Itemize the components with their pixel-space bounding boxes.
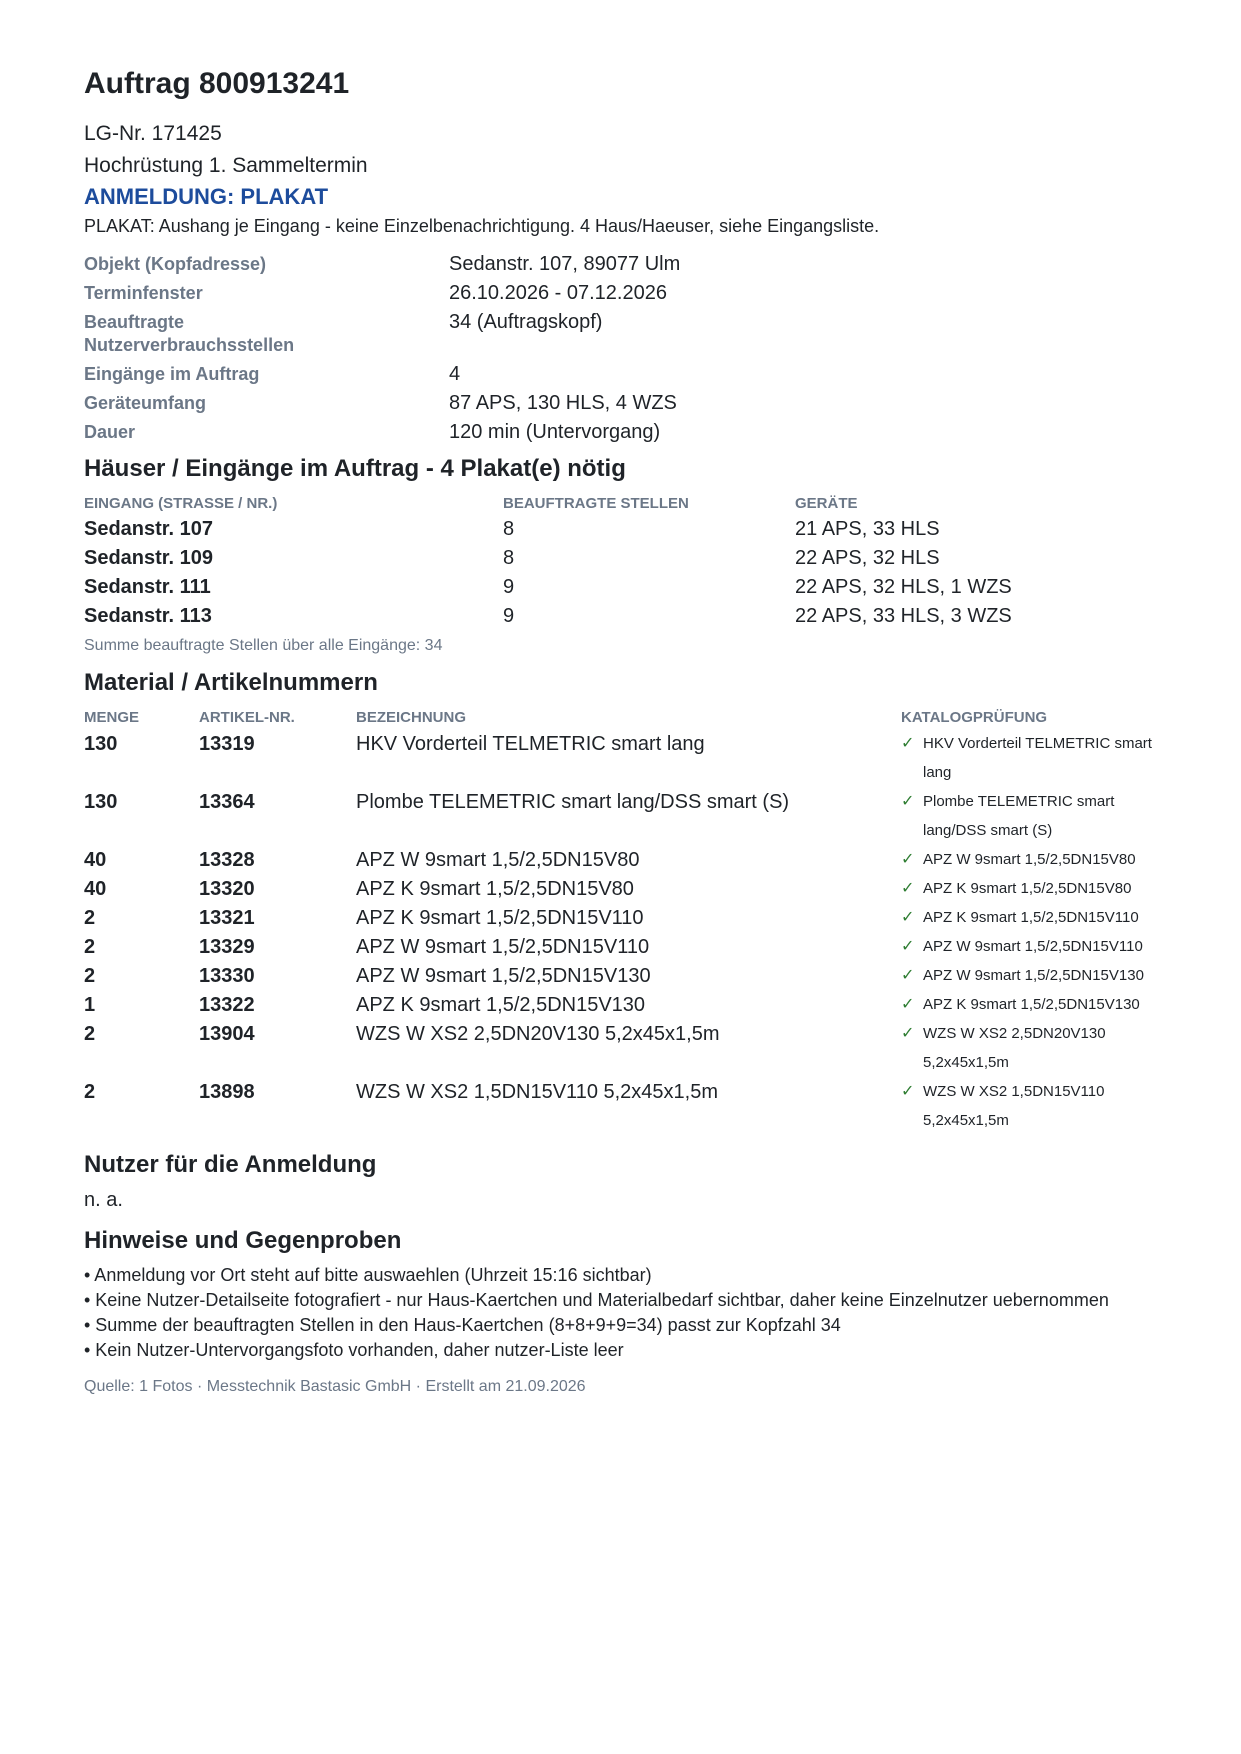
katalog-check — [901, 903, 1164, 932]
material-artikel: 13330 — [199, 965, 255, 987]
material-menge: 40 — [84, 849, 107, 871]
material-artikel: 13322 — [199, 994, 255, 1016]
list-item: • Kein Nutzer-Untervorgangsfoto vorhanden, daher nutzer-Liste leer — [84, 1340, 624, 1360]
katalog-check — [901, 729, 1164, 787]
list-item: • Summe der beauftragten Stellen in den Haus-Kaertchen (8+8+9+9=34) passt zur Kopfzahl 34 — [84, 1315, 841, 1335]
check-icon: ✓ — [901, 967, 915, 984]
anmeldung-heading: ANMELDUNG: PLAKAT — [84, 184, 329, 209]
material-bezeichnung: APZ W 9smart 1,5/2,5DN15V80 — [356, 849, 640, 871]
house-eingang: Sedanstr. 111 — [84, 576, 211, 598]
check-icon: ✓ — [901, 1083, 915, 1100]
material-artikel: 13319 — [199, 733, 255, 755]
katalog-text: APZ W 9smart 1,5/2,5DN15V110 — [923, 938, 1143, 955]
houses-summary: Summe beauftragte Stellen über alle Eingänge: 34 — [84, 637, 443, 654]
katalog-text: WZS W XS2 2,5DN20V130 5,2x45x1,5m — [923, 1025, 1106, 1071]
house-stellen: 8 — [503, 518, 515, 540]
detail-value: 87 APS, 130 HLS, 4 WZS — [449, 392, 677, 414]
material-artikel: 13898 — [199, 1081, 255, 1103]
detail-value: 120 min (Untervorgang) — [449, 421, 661, 443]
house-stellen: 8 — [503, 547, 515, 569]
check-icon: ✓ — [901, 735, 915, 752]
material-artikel: 13904 — [199, 1023, 255, 1045]
material-table — [84, 707, 1164, 1135]
nutzer-heading: Nutzer für die Anmeldung — [84, 1151, 377, 1178]
hinweise-list — [84, 1263, 1164, 1363]
detail-label: Terminfenster — [84, 283, 203, 303]
katalog-check — [901, 961, 1164, 990]
house-stellen: 9 — [503, 605, 515, 627]
katalog-check — [901, 1077, 1164, 1135]
material-artikel: 13321 — [199, 907, 255, 929]
house-stellen: 9 — [503, 576, 515, 598]
check-icon: ✓ — [901, 1025, 915, 1042]
katalog-text: APZ W 9smart 1,5/2,5DN15V80 — [923, 851, 1136, 868]
detail-value: 26.10.2026 - 07.12.2026 — [449, 282, 667, 304]
check-icon: ✓ — [901, 996, 915, 1013]
list-item: • Keine Nutzer-Detailseite fotografiert - nur Haus-Kaertchen und Materialbedarf sichtbar, daher keine Einzelnutzer uebernommen — [84, 1290, 1109, 1310]
column-header: EINGANG (STRASSE / NR.) — [84, 495, 278, 512]
column-header: GERÄTE — [795, 495, 858, 512]
document-page — [84, 64, 1164, 1399]
lg-number: LG-Nr. 171425 — [84, 122, 222, 145]
material-menge: 130 — [84, 791, 118, 813]
details-list — [84, 250, 1164, 447]
material-bezeichnung: HKV Vorderteil TELMETRIC smart lang — [356, 733, 705, 755]
katalog-text: APZ W 9smart 1,5/2,5DN15V130 — [923, 967, 1144, 984]
katalog-check — [901, 874, 1164, 903]
detail-label: Geräteumfang — [84, 393, 207, 413]
detail-label: Dauer — [84, 422, 136, 442]
column-header: KATALOGPRÜFUNG — [901, 709, 1048, 726]
house-eingang: Sedanstr. 113 — [84, 605, 212, 627]
houses-table — [84, 493, 1164, 631]
material-menge: 130 — [84, 733, 118, 755]
column-header: MENGE — [84, 709, 140, 726]
column-header: BEAUFTRAGTE STELLEN — [503, 495, 689, 512]
check-icon: ✓ — [901, 880, 915, 897]
detail-value: 34 (Auftragskopf) — [449, 311, 603, 333]
check-icon: ✓ — [901, 938, 915, 955]
katalog-text: HKV Vorderteil TELMETRIC smart lang — [923, 735, 1152, 781]
material-artikel: 13329 — [199, 936, 255, 958]
house-eingang: Sedanstr. 107 — [84, 518, 213, 540]
plakat-note: PLAKAT: Aushang je Eingang - keine Einzelbenachrichtigung. 4 Haus/Haeuser, siehe Eingangsliste. — [84, 216, 880, 236]
check-icon: ✓ — [901, 793, 915, 810]
material-bezeichnung: Plombe TELEMETRIC smart lang/DSS smart (S) — [356, 791, 790, 813]
material-bezeichnung: WZS W XS2 2,5DN20V130 5,2x45x1,5m — [356, 1023, 720, 1045]
detail-label: Beauftragte Nutzerverbrauchsstellen — [84, 312, 295, 355]
page-subtitle: Hochrüstung 1. Sammeltermin — [84, 154, 368, 177]
material-bezeichnung: APZ K 9smart 1,5/2,5DN15V130 — [356, 994, 646, 1016]
houses-heading: Häuser / Eingänge im Auftrag - 4 Plakat(e) nötig — [84, 455, 626, 482]
material-menge: 40 — [84, 878, 107, 900]
katalog-check — [901, 787, 1164, 845]
check-icon: ✓ — [901, 851, 915, 868]
column-header: BEZEICHNUNG — [356, 709, 467, 726]
material-menge: 2 — [84, 1081, 96, 1103]
detail-label: Objekt (Kopfadresse) — [84, 254, 267, 274]
column-header: ARTIKEL-NR. — [199, 709, 295, 726]
katalog-text: WZS W XS2 1,5DN15V110 5,2x45x1,5m — [923, 1083, 1105, 1129]
page-title: Auftrag 800913241 — [84, 67, 350, 100]
material-artikel: 13320 — [199, 878, 255, 900]
nutzer-value: n. a. — [84, 1189, 123, 1211]
material-bezeichnung: WZS W XS2 1,5DN15V110 5,2x45x1,5m — [356, 1081, 719, 1103]
material-bezeichnung: APZ K 9smart 1,5/2,5DN15V80 — [356, 878, 634, 900]
material-menge: 1 — [84, 994, 96, 1016]
house-geraete: 22 APS, 33 HLS, 3 WZS — [795, 605, 1012, 627]
detail-value: 4 — [449, 363, 461, 385]
material-bezeichnung: APZ K 9smart 1,5/2,5DN15V110 — [356, 907, 644, 929]
material-heading: Material / Artikelnummern — [84, 669, 378, 696]
house-geraete: 21 APS, 33 HLS — [795, 518, 940, 540]
hinweise-heading: Hinweise und Gegenproben — [84, 1227, 402, 1254]
katalog-check — [901, 990, 1164, 1019]
material-menge: 2 — [84, 907, 96, 929]
katalog-check — [901, 932, 1164, 961]
material-menge: 2 — [84, 936, 96, 958]
material-menge: 2 — [84, 1023, 96, 1045]
house-geraete: 22 APS, 32 HLS — [795, 547, 940, 569]
material-artikel: 13328 — [199, 849, 255, 871]
house-geraete: 22 APS, 32 HLS, 1 WZS — [795, 576, 1012, 598]
house-eingang: Sedanstr. 109 — [84, 547, 213, 569]
list-item: • Anmeldung vor Ort steht auf bitte auswaehlen (Uhrzeit 15:16 sichtbar) — [84, 1265, 652, 1285]
katalog-check — [901, 845, 1164, 874]
detail-value: Sedanstr. 107, 89077 Ulm — [449, 253, 681, 275]
katalog-text: Plombe TELEMETRIC smart lang/DSS smart (S) — [923, 793, 1115, 839]
katalog-text: APZ K 9smart 1,5/2,5DN15V130 — [923, 996, 1140, 1013]
material-bezeichnung: APZ W 9smart 1,5/2,5DN15V130 — [356, 965, 651, 987]
katalog-text: APZ K 9smart 1,5/2,5DN15V80 — [923, 880, 1132, 897]
material-menge: 2 — [84, 965, 96, 987]
katalog-check — [901, 1019, 1164, 1077]
material-bezeichnung: APZ W 9smart 1,5/2,5DN15V110 — [356, 936, 650, 958]
material-artikel: 13364 — [199, 791, 255, 813]
detail-label: Eingänge im Auftrag — [84, 364, 260, 384]
footer-source: Quelle: 1 Fotos · Messtechnik Bastasic GmbH · Erstellt am 21.09.2026 — [84, 1378, 586, 1395]
katalog-text: APZ K 9smart 1,5/2,5DN15V110 — [923, 909, 1139, 926]
check-icon: ✓ — [901, 909, 915, 926]
